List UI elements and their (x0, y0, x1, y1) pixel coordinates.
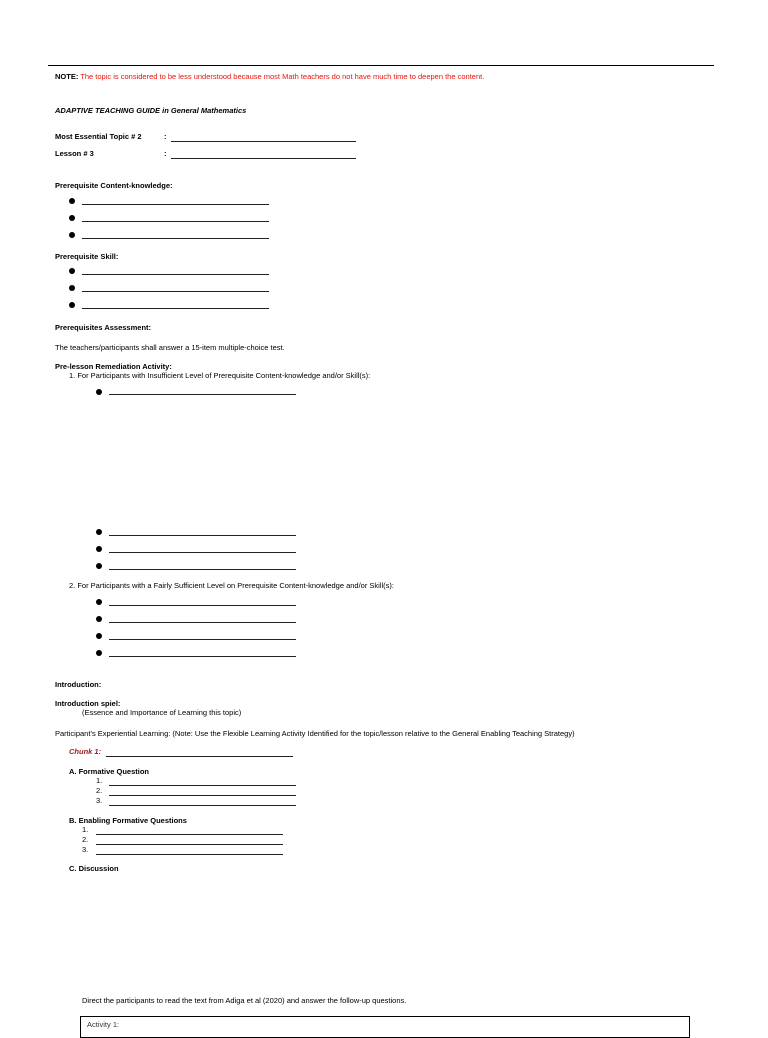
direct-text: Direct the participants to read the text from Adiga et al (2020) and answer the follow-up questions. (82, 996, 407, 1005)
formative-number: 2. (96, 786, 103, 795)
introduction-spiel-heading: Introduction spiel: (55, 699, 121, 708)
discussion-heading: C. Discussion (69, 864, 119, 873)
enabling-heading: B. Enabling Formative Questions (69, 816, 187, 825)
remediation-blank[interactable] (109, 528, 296, 536)
topic-blank[interactable] (171, 134, 356, 142)
bullet-icon (69, 232, 75, 238)
remediation-blank[interactable] (109, 615, 296, 623)
header-rule (48, 65, 714, 66)
bullet-icon (69, 302, 75, 308)
prereq-skill-blank[interactable] (82, 267, 269, 275)
lesson-colon: : (164, 149, 167, 158)
activity-label: Activity 1: (87, 1020, 120, 1029)
remediation-blank[interactable] (109, 632, 296, 640)
bullet-icon (96, 546, 102, 552)
experiential-text: Participant’s Experiential Learning: (Note: Use the Flexible Learning Activity Identified for the topic/lesson relative to the General Enabling Teaching Strategy) (55, 729, 575, 738)
formative-blank[interactable] (109, 788, 296, 796)
enabling-number: 2. (82, 835, 89, 844)
prereq-assessment-text: The teachers/participants shall answer a 15-item multiple-choice test. (55, 343, 285, 352)
formative-blank[interactable] (109, 778, 296, 786)
prereq-content-blank[interactable] (82, 197, 269, 205)
prereq-skill-blank[interactable] (82, 284, 269, 292)
remediation-blank[interactable] (109, 598, 296, 606)
formative-number: 1. (96, 776, 103, 785)
note-text: The topic is considered to be less understood because most Math teachers do not have much time to deepen the content. (80, 72, 485, 81)
bullet-icon (69, 268, 75, 274)
bullet-icon (96, 599, 102, 605)
bullet-icon (96, 616, 102, 622)
lesson-blank[interactable] (171, 151, 356, 159)
enabling-number: 1. (82, 825, 89, 834)
chunk-blank[interactable] (106, 749, 293, 757)
remediation-blank[interactable] (109, 545, 296, 553)
bullet-icon (96, 529, 102, 535)
bullet-icon (96, 563, 102, 569)
prereq-assessment-heading: Prerequisites Assessment: (55, 323, 152, 332)
remediation-item-1: 1. For Participants with Insufficient Level of Prerequisite Content-knowledge and/or Skill(s): (69, 371, 371, 380)
remediation-item-2: 2. For Participants with a Fairly Sufficient Level on Prerequisite Content-knowledge and/or Skill(s): (69, 581, 395, 590)
enabling-blank[interactable] (96, 847, 283, 855)
prereq-skill-blank[interactable] (82, 301, 269, 309)
chunk-label: Chunk 1: (69, 747, 102, 756)
guide-title-main: ADAPTIVE TEACHING GUIDE (55, 106, 161, 115)
lesson-label: Lesson # 3 (55, 149, 94, 158)
enabling-blank[interactable] (96, 827, 283, 835)
enabling-number: 3. (82, 845, 89, 854)
note-label: NOTE: (55, 72, 79, 81)
prereq-content-heading: Prerequisite Content-knowledge: (55, 181, 173, 190)
note-line (55, 72, 484, 81)
guide-title (55, 106, 246, 115)
bullet-icon (69, 198, 75, 204)
enabling-blank[interactable] (96, 837, 283, 845)
remediation-blank[interactable] (109, 562, 296, 570)
bullet-icon (69, 215, 75, 221)
remediation-blank[interactable] (109, 387, 296, 395)
prereq-content-blank[interactable] (82, 214, 269, 222)
bullet-icon (96, 633, 102, 639)
prereq-content-blank[interactable] (82, 231, 269, 239)
prereq-skill-heading: Prerequisite Skill: (55, 252, 119, 261)
topic-label: Most Essential Topic # 2 (55, 132, 142, 141)
bullet-icon (96, 389, 102, 395)
remediation-heading: Pre-lesson Remediation Activity: (55, 362, 172, 371)
bullet-icon (69, 285, 75, 291)
formative-number: 3. (96, 796, 103, 805)
bullet-icon (96, 650, 102, 656)
remediation-blank[interactable] (109, 649, 296, 657)
introduction-heading: Introduction: (55, 680, 102, 689)
formative-blank[interactable] (109, 798, 296, 806)
activity-box (80, 1016, 690, 1038)
topic-colon: : (164, 132, 167, 141)
introduction-spiel-text: (Essence and Importance of Learning this topic) (82, 708, 242, 717)
guide-title-sub: in General Mathematics (162, 106, 247, 115)
formative-heading: A. Formative Question (69, 767, 150, 776)
